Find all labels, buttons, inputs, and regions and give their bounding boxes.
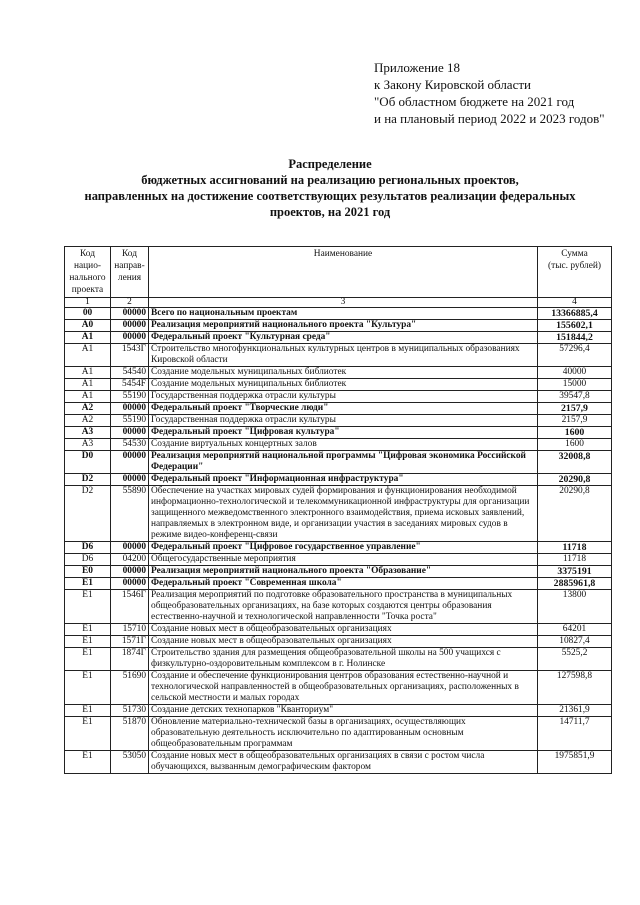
name-cell: Федеральный проект "Творческие люди" (149, 403, 538, 415)
sum-cell: 10827,4 (538, 636, 612, 648)
direction-code-cell: 54530 (111, 439, 149, 451)
national-project-code-cell: A1 (65, 379, 111, 391)
sum-cell: 1975851,9 (538, 751, 612, 774)
header-line: Код (122, 249, 137, 259)
name-cell: Федеральный проект "Информационная инфраструктура" (149, 474, 538, 486)
direction-code-cell: 51690 (111, 671, 149, 705)
table-row (65, 344, 612, 367)
header-line: нацио- (73, 261, 102, 271)
table-row (65, 751, 612, 774)
column-number: 2 (111, 298, 149, 308)
direction-code-cell: 00000 (111, 427, 149, 439)
national-project-code-cell: E1 (65, 624, 111, 636)
direction-code-cell: 00000 (111, 566, 149, 578)
name-cell: Создание и обеспечение функционирования центров образования естественно-научной и технологической направленностей в общеобразовательных организациях, расположенных в сельской местности и малых городах (149, 671, 538, 705)
header-line: направ- (114, 261, 145, 271)
direction-code-cell: 00000 (111, 451, 149, 474)
national-project-code-cell: E1 (65, 751, 111, 774)
table-row (65, 474, 612, 486)
name-cell: Общегосударственные мероприятия (149, 554, 538, 566)
direction-code-cell: 55890 (111, 486, 149, 542)
table-row (65, 717, 612, 751)
national-project-code-cell: A0 (65, 320, 111, 332)
sum-cell: 39547,8 (538, 391, 612, 403)
sum-cell: 3375191 (538, 566, 612, 578)
national-project-code-cell: D2 (65, 486, 111, 542)
table-row (65, 415, 612, 427)
sum-cell: 5525,2 (538, 648, 612, 671)
table-row (65, 590, 612, 624)
sum-cell: 2157,9 (538, 403, 612, 415)
sum-cell: 127598,8 (538, 671, 612, 705)
header-line: Код (80, 249, 95, 259)
name-cell: Строительство многофункциональных культурных центров в муниципальных образованиях Кировской области (149, 344, 538, 367)
direction-code-cell: 5454F (111, 379, 149, 391)
table-row (65, 379, 612, 391)
header-sum (538, 247, 612, 298)
national-project-code-cell: A2 (65, 415, 111, 427)
header-name: Наименование (149, 247, 538, 298)
national-project-code-cell: A1 (65, 367, 111, 379)
direction-code-cell: 00000 (111, 332, 149, 344)
title-line: Распределение (288, 157, 372, 171)
header-national-project-code (65, 247, 111, 298)
document-title (40, 156, 620, 220)
name-cell: Обеспечение на участках мировых судей формирования и функционирования необходимой информационно-технологической и телекоммуникационной инфраструктуры для организации защищенного межведомственного электронного взаимодействия, приема исковых заявлений, направляемых в электронном виде, и организации участия в заседаниях мировых судов в режиме видео-конференц-связи (149, 486, 538, 542)
table-row (65, 486, 612, 542)
national-project-code-cell: E1 (65, 671, 111, 705)
sum-cell: 57296,4 (538, 344, 612, 367)
table-row (65, 391, 612, 403)
name-cell: Создание новых мест в общеобразовательных организациях в связи с ростом числа обучающихся, вызванным демографическим фактором (149, 751, 538, 774)
sum-cell: 2157,9 (538, 415, 612, 427)
sum-cell: 40000 (538, 367, 612, 379)
sum-cell: 11718 (538, 554, 612, 566)
sum-cell: 32008,8 (538, 451, 612, 474)
sum-cell: 13800 (538, 590, 612, 624)
name-cell: Создание новых мест в общеобразовательных организациях (149, 636, 538, 648)
header-line: (тыс. рублей) (547, 261, 601, 271)
sum-cell: 1600 (538, 427, 612, 439)
direction-code-cell: 1546Г (111, 590, 149, 624)
sum-cell: 15000 (538, 379, 612, 391)
national-project-code-cell: A1 (65, 332, 111, 344)
name-cell: Государственная поддержка отрасли культуры (149, 391, 538, 403)
name-cell: Всего по национальным проектам (149, 308, 538, 320)
column-number-row (65, 298, 612, 308)
header-line: ления (117, 273, 142, 283)
national-project-code-cell: D6 (65, 554, 111, 566)
header-line: проекта (71, 285, 104, 295)
table-row (65, 332, 612, 344)
direction-code-cell: 1571Г (111, 636, 149, 648)
sum-cell: 21361,9 (538, 705, 612, 717)
direction-code-cell: 15710 (111, 624, 149, 636)
direction-code-cell: 00000 (111, 474, 149, 486)
table-row (65, 671, 612, 705)
sum-cell: 20290,8 (538, 474, 612, 486)
name-cell: Создание модельных муниципальных библиотек (149, 367, 538, 379)
sum-cell: 1600 (538, 439, 612, 451)
name-cell: Обновление материально-технической базы в организациях, осуществляющих образовательную деятельность исключительно по адаптированным основным общеобразовательным программам (149, 717, 538, 751)
title-line: бюджетных ассигнований на реализацию региональных проектов, (141, 173, 519, 187)
sum-cell: 2885961,8 (538, 578, 612, 590)
national-project-code-cell: E0 (65, 566, 111, 578)
table-row (65, 439, 612, 451)
table-row (65, 403, 612, 415)
national-project-code-cell: A3 (65, 427, 111, 439)
table-row (65, 367, 612, 379)
sum-cell: 11718 (538, 542, 612, 554)
direction-code-cell: 51870 (111, 717, 149, 751)
name-cell: Федеральный проект "Культурная среда" (149, 332, 538, 344)
appendix-line: "Об областном бюджете на 2021 год (374, 94, 575, 109)
table-row (65, 705, 612, 717)
name-cell: Реализация мероприятий национальной программы "Цифровая экономика Российской Федерации" (149, 451, 538, 474)
name-cell: Реализация мероприятий национального проекта "Культура" (149, 320, 538, 332)
direction-code-cell: 00000 (111, 542, 149, 554)
direction-code-cell: 00000 (111, 308, 149, 320)
header-direction-code (111, 247, 149, 298)
national-project-code-cell: E1 (65, 636, 111, 648)
table-row (65, 578, 612, 590)
table-row (65, 636, 612, 648)
table-row (65, 624, 612, 636)
table-row (65, 308, 612, 320)
national-project-code-cell: A1 (65, 391, 111, 403)
national-project-code-cell: E1 (65, 705, 111, 717)
direction-code-cell: 53050 (111, 751, 149, 774)
table-row (65, 320, 612, 332)
table-row (65, 554, 612, 566)
name-cell: Государственная поддержка отрасли культуры (149, 415, 538, 427)
national-project-code-cell: A3 (65, 439, 111, 451)
national-project-code-cell: E1 (65, 578, 111, 590)
national-project-code-cell: E1 (65, 590, 111, 624)
sum-cell: 14711,7 (538, 717, 612, 751)
national-project-code-cell: D0 (65, 451, 111, 474)
name-cell: Реализация мероприятий национального проекта "Образование" (149, 566, 538, 578)
national-project-code-cell: A2 (65, 403, 111, 415)
national-project-code-cell: 00 (65, 308, 111, 320)
column-number: 4 (538, 298, 612, 308)
table-body (65, 308, 612, 774)
direction-code-cell: 00000 (111, 578, 149, 590)
name-cell: Создание детских технопарков "Кванториум" (149, 705, 538, 717)
national-project-code-cell: A1 (65, 344, 111, 367)
appendix-reference (374, 59, 605, 127)
direction-code-cell: 1874Г (111, 648, 149, 671)
name-cell: Федеральный проект "Цифровая культура" (149, 427, 538, 439)
name-cell: Создание новых мест в общеобразовательных организациях (149, 624, 538, 636)
table-header-row (65, 247, 612, 298)
name-cell: Федеральный проект "Цифровое государственное управление" (149, 542, 538, 554)
table-row (65, 542, 612, 554)
direction-code-cell: 54540 (111, 367, 149, 379)
column-number: 3 (149, 298, 538, 308)
national-project-code-cell: D2 (65, 474, 111, 486)
header-line: Сумма (561, 249, 588, 259)
name-cell: Строительство здания для размещения общеобразовательной школы на 500 учащихся с физкультурно-оздоровительным комплексом в г. Нолинске (149, 648, 538, 671)
title-line: направленных на достижение соответствующих результатов реализации федеральных (84, 189, 576, 203)
direction-code-cell: 00000 (111, 320, 149, 332)
name-cell: Создание модельных муниципальных библиотек (149, 379, 538, 391)
national-project-code-cell: E1 (65, 648, 111, 671)
appendix-line: к Закону Кировской области (374, 77, 531, 92)
direction-code-cell: 51730 (111, 705, 149, 717)
national-project-code-cell: E1 (65, 717, 111, 751)
direction-code-cell: 00000 (111, 403, 149, 415)
table-row (65, 566, 612, 578)
appendix-line: Приложение 18 (374, 60, 461, 75)
budget-allocation-table (64, 246, 612, 774)
sum-cell: 155602,1 (538, 320, 612, 332)
title-line: проектов, на 2021 год (269, 205, 391, 219)
direction-code-cell: 55190 (111, 415, 149, 427)
direction-code-cell: 1543Г (111, 344, 149, 367)
name-cell: Реализация мероприятий по подготовке образовательного пространства в муниципальных общеобразовательных организациях, на базе которых создаются центры образования естественно-научной и технологической направленности "Точка роста" (149, 590, 538, 624)
direction-code-cell: 04200 (111, 554, 149, 566)
sum-cell: 64201 (538, 624, 612, 636)
appendix-line: и на плановый период 2022 и 2023 годов" (374, 111, 605, 126)
table-row (65, 427, 612, 439)
name-cell: Создание виртуальных концертных залов (149, 439, 538, 451)
sum-cell: 13366885,4 (538, 308, 612, 320)
direction-code-cell: 55190 (111, 391, 149, 403)
table-row (65, 451, 612, 474)
sum-cell: 20290,8 (538, 486, 612, 542)
header-line: нального (69, 273, 106, 283)
column-number: 1 (65, 298, 111, 308)
name-cell: Федеральный проект "Современная школа" (149, 578, 538, 590)
national-project-code-cell: D6 (65, 542, 111, 554)
table-row (65, 648, 612, 671)
sum-cell: 151844,2 (538, 332, 612, 344)
